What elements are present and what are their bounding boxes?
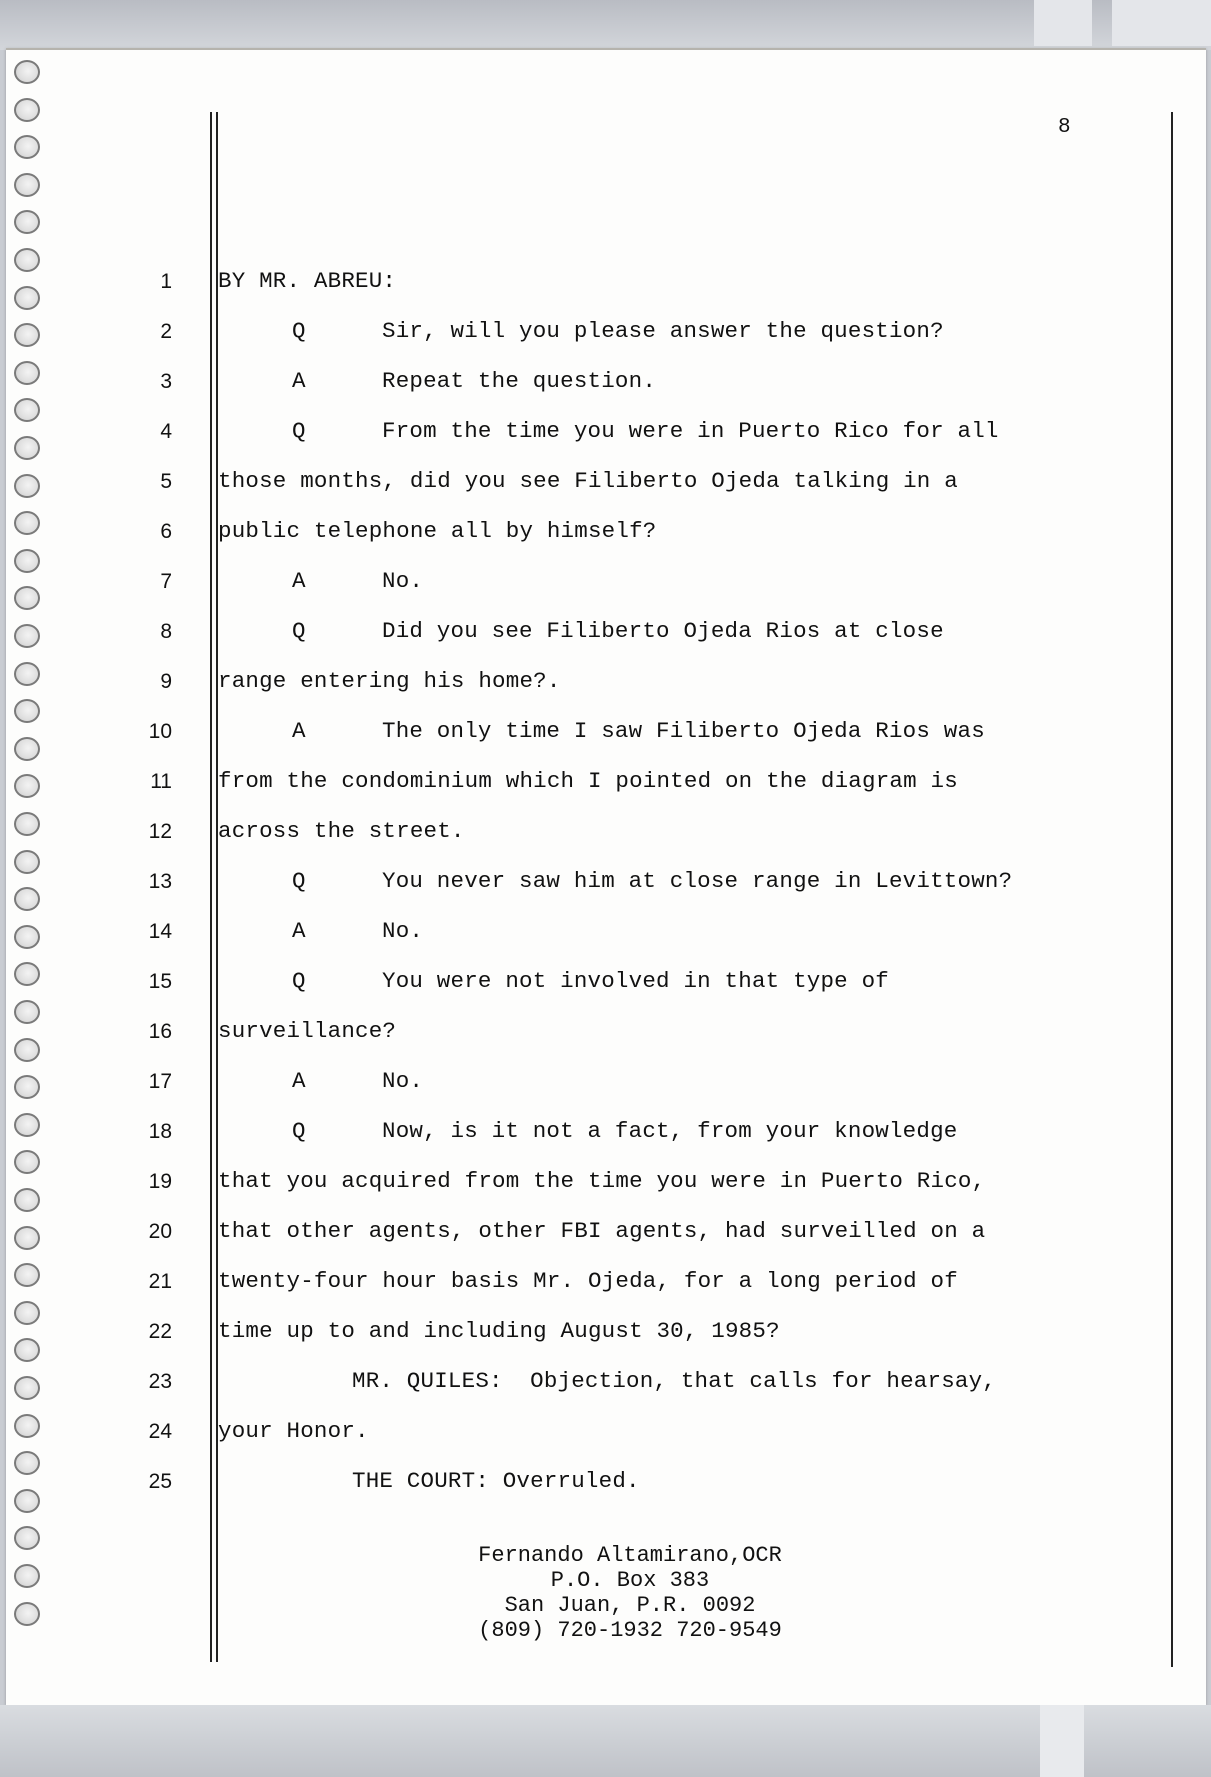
- speaker-marker: Q: [292, 618, 306, 644]
- line-number: 21: [148, 1270, 172, 1293]
- line-number: 8: [160, 620, 172, 643]
- testimony-text: from the condominium which I pointed on the diagram is: [218, 768, 958, 794]
- binder-hole: [14, 60, 40, 84]
- binder-hole: [14, 286, 40, 310]
- line-number: 13: [148, 870, 172, 893]
- speaker-marker: A: [292, 918, 306, 944]
- testimony-text: surveillance?: [218, 1018, 397, 1044]
- binder-hole: [14, 549, 40, 573]
- binder-hole: [14, 1263, 40, 1287]
- testimony-text: The only time I saw Filiberto Ojeda Rios was: [382, 718, 985, 744]
- binder-hole: [14, 1075, 40, 1099]
- line-number: 11: [150, 770, 172, 793]
- line-number: 14: [148, 920, 172, 943]
- reporter-address-line: San Juan, P.R. 0092: [504, 1593, 756, 1618]
- testimony-text: across the street.: [218, 818, 465, 844]
- binder-hole: [14, 436, 40, 460]
- binder-hole: [14, 737, 40, 761]
- testimony-text: No.: [382, 1068, 424, 1094]
- binder-hole: [14, 887, 40, 911]
- testimony-text: You never saw him at close range in Levittown?: [382, 868, 1013, 894]
- line-number: 1: [160, 270, 172, 293]
- testimony-text: that you acquired from the time you were in Puerto Rico,: [218, 1168, 986, 1194]
- line-number: 15: [148, 970, 172, 993]
- speaker-marker: Q: [292, 318, 306, 344]
- line-number: 9: [160, 670, 172, 693]
- binder-hole: [14, 624, 40, 648]
- speaker-marker: Q: [292, 868, 306, 894]
- testimony-text: those months, did you see Filiberto Ojeda talking in a: [218, 468, 958, 494]
- testimony-text: No.: [382, 568, 424, 594]
- binder-hole: [14, 850, 40, 874]
- binder-hole: [14, 1150, 40, 1174]
- reporter-footer: [400, 1543, 860, 1643]
- binder-hole: [14, 962, 40, 986]
- binder-hole: [14, 1526, 40, 1550]
- testimony-text: public telephone all by himself?: [218, 518, 657, 544]
- binder-hole: [14, 1376, 40, 1400]
- binder-hole: [14, 1188, 40, 1212]
- binder-hole: [14, 135, 40, 159]
- testimony-text: BY MR. ABREU:: [218, 268, 397, 294]
- speaker-marker: A: [292, 368, 306, 394]
- binder-hole: [14, 1451, 40, 1475]
- line-number: 6: [160, 520, 172, 543]
- line-number: 4: [160, 420, 172, 443]
- binder-hole: [14, 1038, 40, 1062]
- reporter-name: Fernando Altamirano,OCR: [478, 1543, 782, 1568]
- testimony-text: Repeat the question.: [382, 368, 657, 394]
- binder-hole: [14, 323, 40, 347]
- binder-hole: [14, 474, 40, 498]
- binder-hole: [14, 361, 40, 385]
- scanner-top-edge: [0, 0, 1211, 50]
- testimony-text: time up to and including August 30, 1985?: [218, 1318, 780, 1344]
- testimony-text: Sir, will you please answer the question?: [382, 318, 944, 344]
- line-number: 12: [148, 820, 172, 843]
- scanner-highlight: [1040, 1705, 1084, 1777]
- binder-hole: [14, 699, 40, 723]
- testimony-text: You were not involved in that type of: [382, 968, 889, 994]
- testimony-text: your Honor.: [218, 1418, 369, 1444]
- binder-hole: [14, 1414, 40, 1438]
- testimony-text: range entering his home?.: [218, 668, 561, 694]
- scanner-highlight: [1034, 0, 1092, 46]
- testimony-text: MR. QUILES: Objection, that calls for hearsay,: [352, 1368, 997, 1394]
- left-margin-rule: [210, 112, 212, 1662]
- line-number: 2: [160, 320, 172, 343]
- speaker-marker: Q: [292, 1118, 306, 1144]
- speaker-marker: A: [292, 568, 306, 594]
- binder-holes: [14, 60, 54, 1700]
- line-number: 7: [160, 570, 172, 593]
- binder-hole: [14, 1338, 40, 1362]
- binder-hole: [14, 1602, 40, 1626]
- binder-hole: [14, 210, 40, 234]
- binder-hole: [14, 1564, 40, 1588]
- binder-hole: [14, 1301, 40, 1325]
- speaker-marker: Q: [292, 418, 306, 444]
- line-number: 17: [148, 1070, 172, 1093]
- line-number: 22: [148, 1320, 172, 1343]
- binder-hole: [14, 1226, 40, 1250]
- line-number: 23: [148, 1370, 172, 1393]
- speaker-marker: A: [292, 718, 306, 744]
- testimony-text: that other agents, other FBI agents, had surveilled on a: [218, 1218, 986, 1244]
- page-number: 8: [1058, 116, 1071, 139]
- testimony-text: From the time you were in Puerto Rico for all: [382, 418, 999, 444]
- line-number: 20: [148, 1220, 172, 1243]
- line-number: 10: [148, 720, 172, 743]
- reporter-phone: (809) 720-1932 720-9549: [478, 1618, 782, 1643]
- binder-hole: [14, 398, 40, 422]
- binder-hole: [14, 812, 40, 836]
- line-number: 25: [148, 1470, 172, 1493]
- binder-hole: [14, 511, 40, 535]
- line-number: 16: [148, 1020, 172, 1043]
- binder-hole: [14, 248, 40, 272]
- binder-hole: [14, 1113, 40, 1137]
- scanner-bottom-edge: [0, 1705, 1211, 1777]
- binder-hole: [14, 925, 40, 949]
- reporter-address-line: P.O. Box 383: [550, 1568, 710, 1593]
- line-number: 3: [160, 370, 172, 393]
- line-number: 18: [148, 1120, 172, 1143]
- testimony-text: Now, is it not a fact, from your knowledge: [382, 1118, 958, 1144]
- speaker-marker: Q: [292, 968, 306, 994]
- line-number: 5: [160, 470, 172, 493]
- right-margin-rule: [1171, 112, 1173, 1667]
- line-number: 19: [148, 1170, 172, 1193]
- speaker-marker: A: [292, 1068, 306, 1094]
- line-number: 24: [148, 1420, 172, 1443]
- testimony-text: Did you see Filiberto Ojeda Rios at close: [382, 618, 944, 644]
- scanner-highlight: [1112, 0, 1211, 46]
- testimony-text: No.: [382, 918, 424, 944]
- binder-hole: [14, 173, 40, 197]
- testimony-text: THE COURT: Overruled.: [352, 1468, 640, 1494]
- binder-hole: [14, 774, 40, 798]
- binder-hole: [14, 586, 40, 610]
- binder-hole: [14, 1489, 40, 1513]
- testimony-text: twenty-four hour basis Mr. Ojeda, for a long period of: [218, 1268, 958, 1294]
- binder-hole: [14, 662, 40, 686]
- binder-hole: [14, 1000, 40, 1024]
- binder-hole: [14, 98, 40, 122]
